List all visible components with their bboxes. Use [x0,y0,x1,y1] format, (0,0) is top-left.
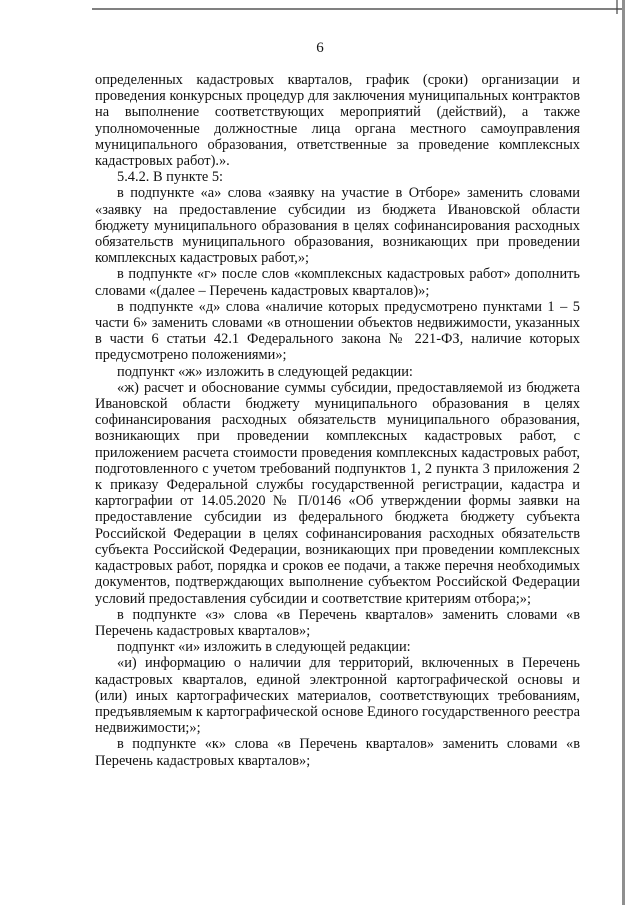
scan-border-top [92,8,622,10]
paragraph-subitem-g: в подпункте «г» после слов «комплексных кадастровых работ» дополнить словами «(далее – Перечень кадастровых кварталов)»; [95,266,580,299]
paragraph-subitem-z: в подпункте «з» слова «в Перечень кварталов» заменить словами «в Перечень кадастровых кварталов»; [95,606,580,639]
document-body [95,72,580,769]
scan-border-right [622,0,625,905]
paragraph-subitem-zh-text: «ж) расчет и обоснование суммы субсидии, предоставляемой из бюджета Ивановской области бюджету муниципального образования в целях софинансирования расходных обязательств муниципального образования, возникающих при проведении комплексных кадастровых работ, с приложением расчета стоимости проведения комплексных кадастровых работ, подготовленного с учетом требований подпунктов 1, 2 пункта 3 приложения 2 к приказу Федеральной службы государственной регистрации, кадастра и картографии от 14.05.2020 № П/0146 «Об утверждении формы заявки на предоставление субсидии из федерального бюджета бюджету субъекта Российской Федерации в целях софинансирования расходных обязательств субъекта Российской Федерации, возникающих при проведении комплексных кадастровых работ, порядка и сроков ее подачи, а также перечня необходимых документов, подтверждающих выполнение субъектом Российской Федерации условий предоставления субсидии и соответствие критериям отбора;»; [95,379,580,607]
paragraph-continuation: определенных кадастровых кварталов, график (сроки) организации и проведения конкурсных процедур для заключения муниципальных контрактов на выполнение соответствующих мероприятий (действий), а также уполномоченные должностные лица органа местного самоуправления муниципального образования, ответственные за проведение комплексных кадастровых работ).». [95,72,580,170]
paragraph-subitem-d: в подпункте «д» слова «наличие которых предусмотрено пунктами 1 – 5 части 6» заменить словами «в отношении объектов недвижимости, указанных в части 6 статьи 42.1 Федерального закона № 221-ФЗ, наличие которых предусмотрено положениями»; [95,298,580,364]
paragraph-subitem-i-intro: подпункт «и» изложить в следующей редакции: [117,639,411,656]
paragraph-subitem-k: в подпункте «к» слова «в Перечень кварталов» заменить словами «в Перечень кадастровых кварталов»; [95,736,580,769]
paragraph-subitem-zh-intro: подпункт «ж» изложить в следующей редакции: [117,363,413,380]
page-number: 6 [316,40,324,56]
paragraph-subitem-i-text: «и) информацию о наличии для территорий, включенных в Перечень кадастровых кварталов, единой электронной картографической основы и (или) иных картографических материалов, соответствующих требованиям, предъявляемым к картографической основе Единого государственного реестра недвижимости;»; [95,655,580,737]
paragraph-clause-5-4-2: 5.4.2. В пункте 5: [117,169,224,186]
paragraph-subitem-a: в подпункте «а» слова «заявку на участие в Отборе» заменить словами «заявку на предоставление субсидии из бюджета Ивановской области бюджету муниципального образования в целях софинансирования расходных обязательств муниципального образования, возникающих при проведении комплексных кадастровых работ,»; [95,185,580,267]
